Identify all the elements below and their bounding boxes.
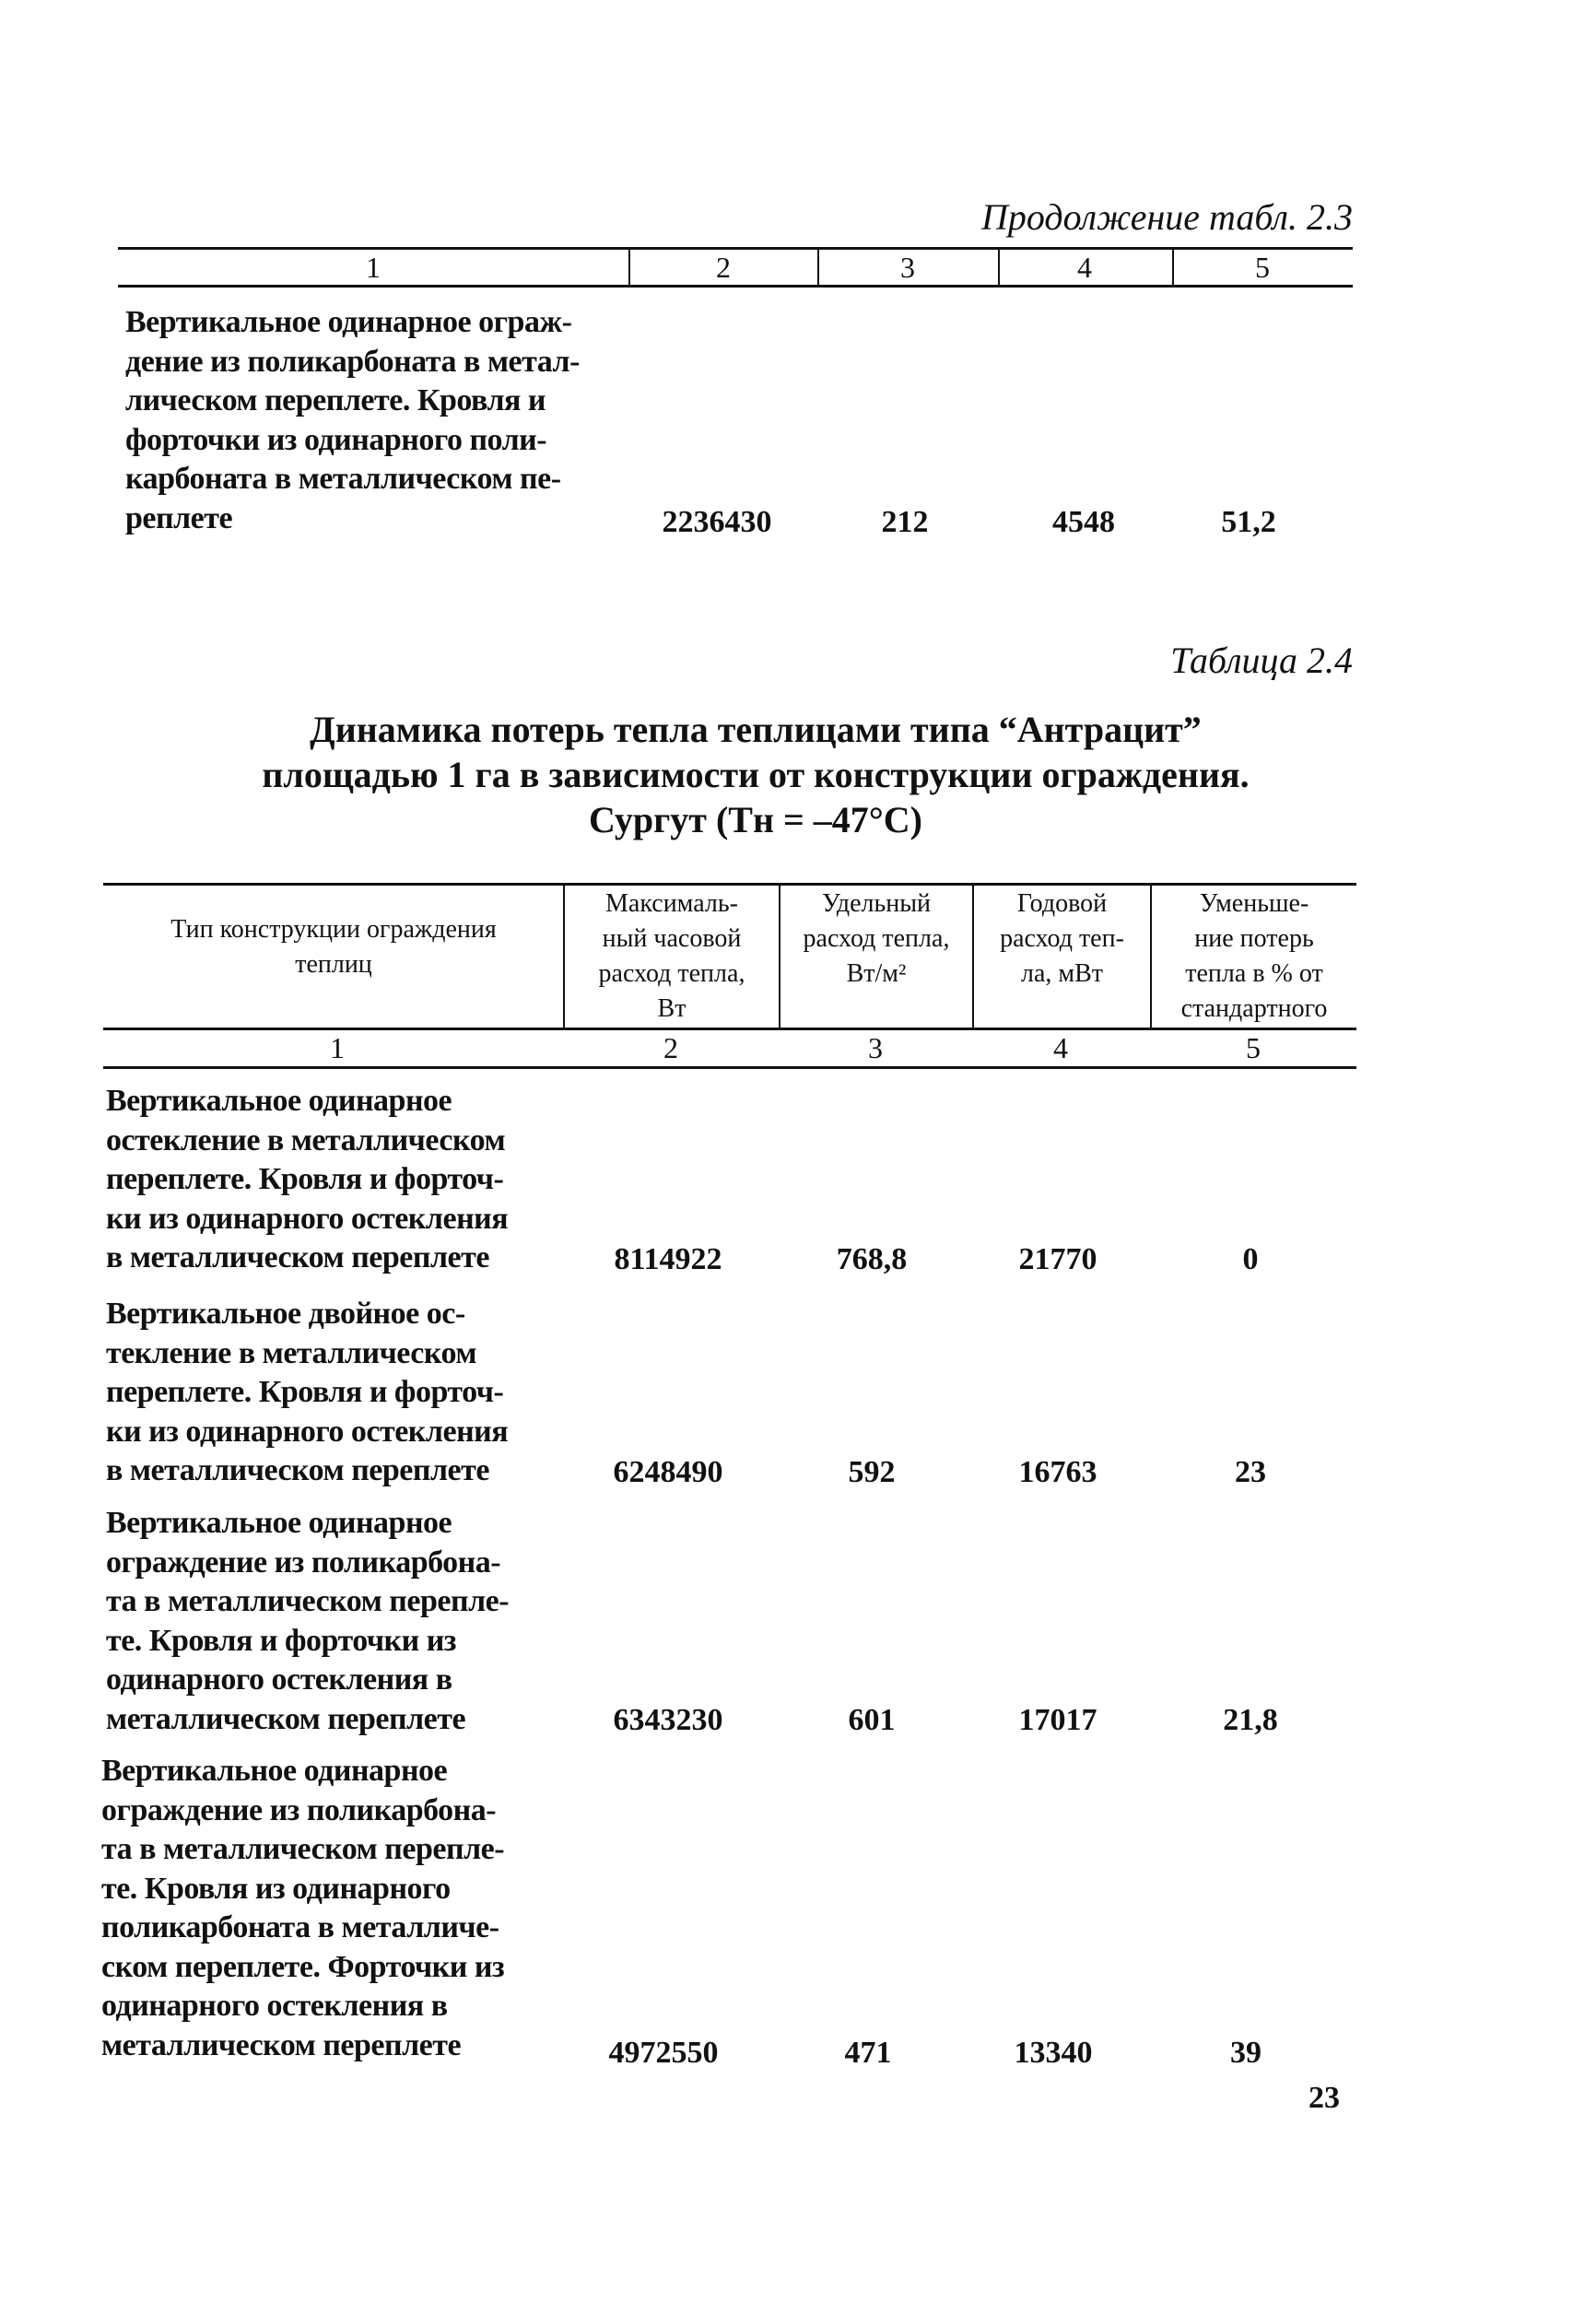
row-description: Вертикальное одинарное остекление в металлическом переплете. Кровля и форточ- ки из одинарного остекления в металлическом переплете: [106, 1084, 509, 1274]
column-number: 3: [868, 1031, 883, 1064]
cell-value: 23: [1235, 1455, 1266, 1489]
continuation-caption: Продолжение табл. 2.3: [980, 196, 1353, 238]
column-divider: [817, 249, 819, 286]
row-description: Вертикальное одинарное ограждение из поликарбона- та в металлическом перепле- те. Кровля и форточки из одинарного остекления в металлическом переплете: [106, 1506, 510, 1736]
row-description: Вертикальное одинарное ограждение из поликарбона- та в металлическом перепле- те. Кровля из одинарного поликарбоната в металличе- ском переплете. Форточки из одинарного остекления в металлическом переплете: [101, 1754, 505, 2062]
column-header: Уменьше- ние потерь тепла в % от стандартного: [1180, 889, 1328, 1023]
column-header: Максималь- ный часовой расход тепла, Вт: [598, 889, 745, 1023]
table-title: Динамика потерь тепла теплицами типа “Антрацит” площадью 1 га в зависимости от конструкции ограждения. Сургут (Тн = –47°С): [262, 709, 1250, 840]
cell-value: 21770: [1018, 1242, 1097, 1276]
table-rule: [118, 247, 1353, 250]
column-divider: [1172, 249, 1174, 286]
column-number: 4: [1077, 251, 1092, 284]
cell-value: 17017: [1018, 1703, 1097, 1737]
table-rule: [103, 1028, 1356, 1030]
cell-value: 4972550: [608, 2036, 719, 2070]
column-number: 1: [366, 251, 381, 284]
column-number: 3: [900, 251, 915, 284]
cell-value: 2236430: [662, 505, 772, 539]
column-divider: [628, 249, 630, 286]
cell-value: 39: [1230, 2036, 1262, 2070]
cell-value: 21,8: [1223, 1703, 1278, 1737]
column-divider: [998, 249, 1000, 286]
column-number: 1: [330, 1031, 345, 1064]
cell-value: 8114922: [614, 1242, 722, 1276]
cell-value: 16763: [1018, 1455, 1097, 1489]
table-rule: [103, 883, 1356, 886]
row-description: Вертикальное одинарное ограж- дение из поликарбоната в метал- лическом переплете. Кровля и форточки из одинарного поли- карбоната в металлическом пе- реплете: [125, 305, 580, 535]
column-header: Удельный расход тепла, Вт/м²: [803, 889, 950, 988]
cell-value: 768,8: [836, 1242, 908, 1276]
page-number: 23: [1308, 2081, 1340, 2115]
column-header: Тип конструкции ограждения теплиц: [170, 915, 497, 979]
cell-value: 0: [1242, 1242, 1259, 1276]
table-rule: [103, 1066, 1356, 1069]
cell-value: 6248490: [613, 1455, 723, 1489]
column-header: Годовой расход теп- ла, мВт: [1000, 889, 1124, 988]
column-number: 5: [1246, 1031, 1261, 1064]
table-label: Таблица 2.4: [1170, 640, 1353, 681]
row-description: Вертикальное двойное ос- текление в металлическом переплете. Кровля и форточ- ки из одинарного остекления в металлическом переплете: [106, 1297, 509, 1487]
cell-value: 13340: [1014, 2036, 1093, 2070]
table-rule: [118, 285, 1353, 288]
cell-value: 601: [848, 1703, 896, 1737]
column-number: 5: [1255, 251, 1270, 284]
column-number: 2: [663, 1031, 678, 1064]
cell-value: 471: [844, 2036, 892, 2070]
column-number: 2: [716, 251, 731, 284]
column-number: 4: [1053, 1031, 1068, 1064]
cell-value: 51,2: [1221, 505, 1276, 539]
cell-value: 592: [848, 1455, 896, 1489]
cell-value: 6343230: [613, 1703, 723, 1737]
cell-value: 212: [881, 505, 929, 539]
cell-value: 4548: [1052, 505, 1115, 539]
